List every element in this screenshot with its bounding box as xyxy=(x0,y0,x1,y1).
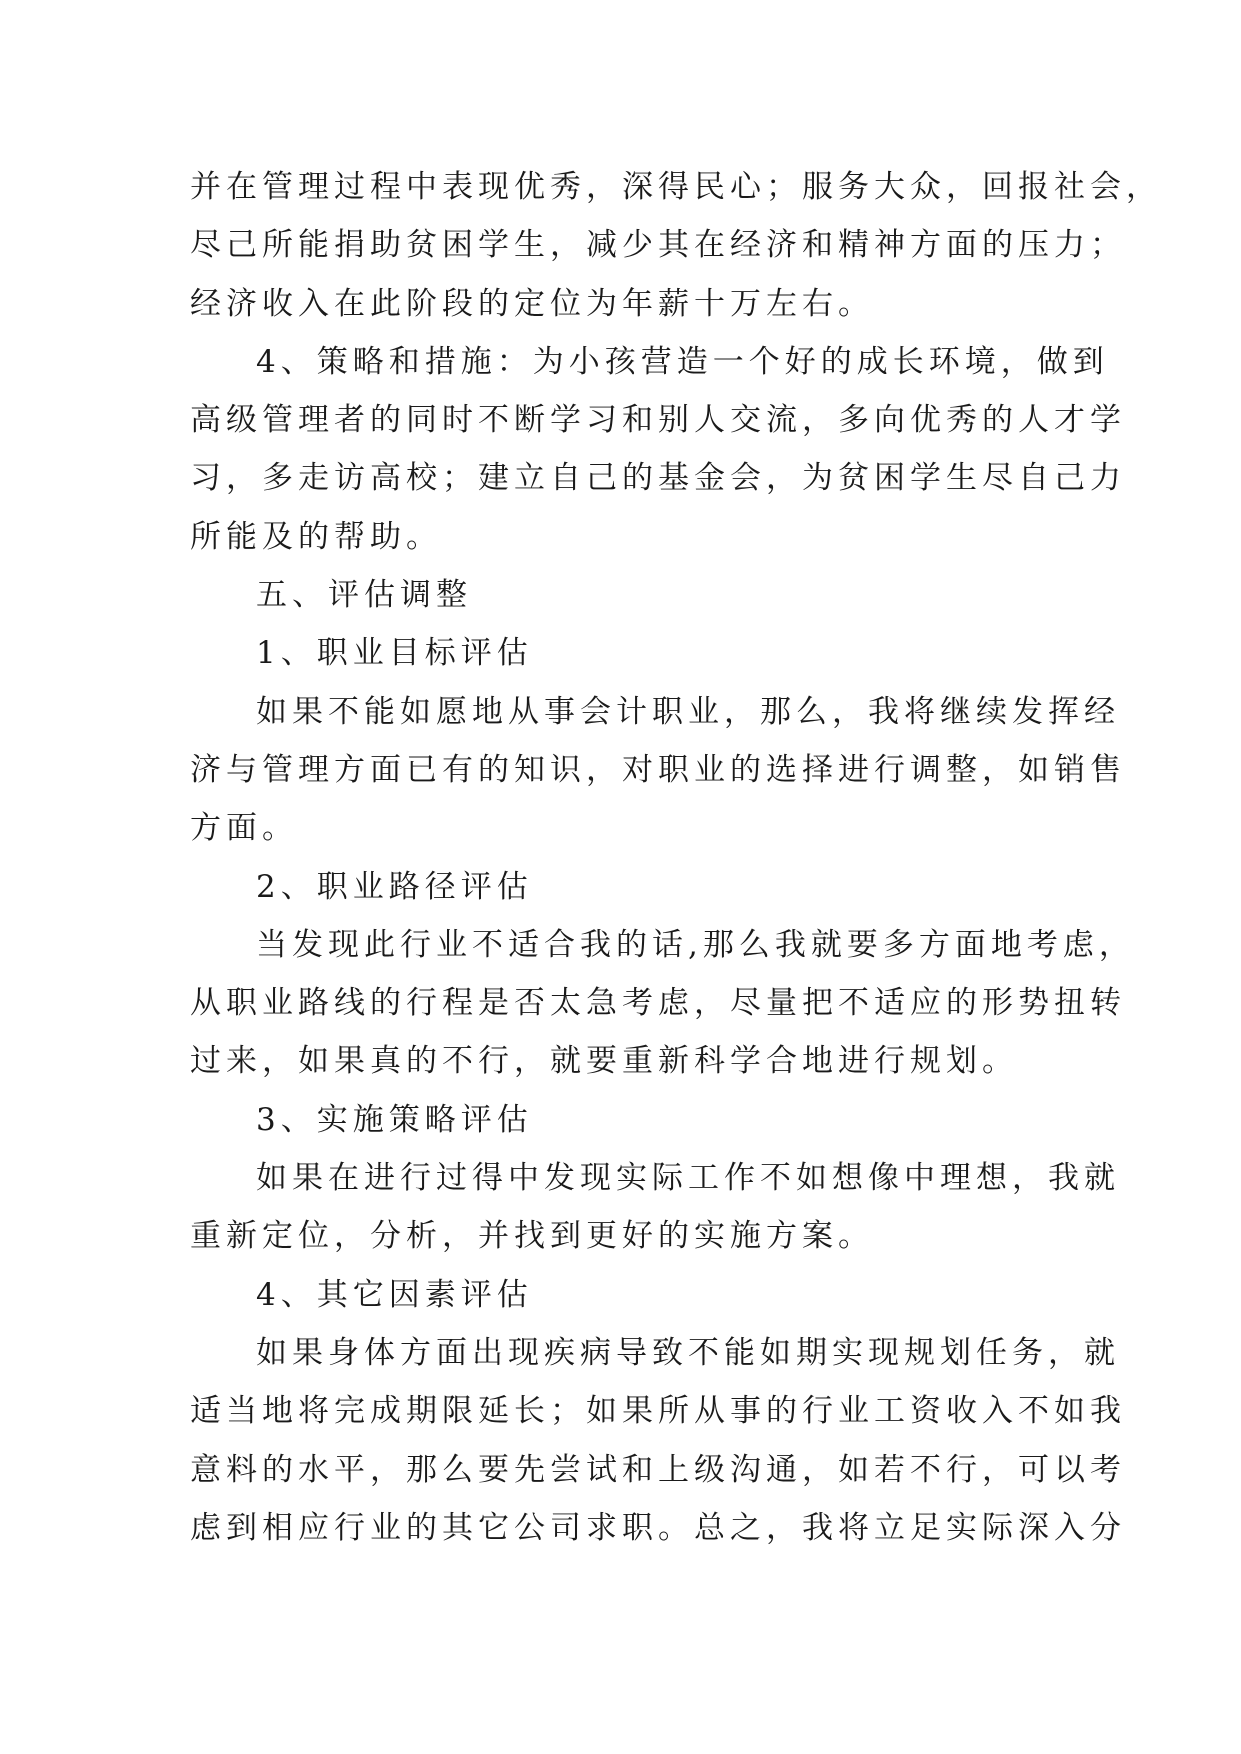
paragraph-start-line: 4、策略和措施：为小孩营造一个好的成长环境，做到 xyxy=(256,343,1109,380)
text-line: 过来，如果真的不行，就要重新科学合地进行规划。 xyxy=(190,1043,1018,1080)
section-heading: 五、评估调整 xyxy=(256,577,472,614)
paragraph-start-line: 如果在进行过得中发现实际工作不如想像中理想，我就 xyxy=(256,1160,1120,1197)
text-line: 尽己所能捐助贫困学生，减少其在经济和精神方面的压力； xyxy=(190,227,1126,264)
subsection-heading: 1、职业目标评估 xyxy=(256,635,533,672)
text-line: 重新定位，分析，并找到更好的实施方案。 xyxy=(190,1218,874,1255)
text-line: 虑到相应行业的其它公司求职。总之，我将立足实际深入分 xyxy=(190,1509,1126,1546)
text-line: 习，多走访高校；建立自己的基金会，为贫困学生尽自己力 xyxy=(190,460,1126,497)
subsection-heading: 3、实施策略评估 xyxy=(256,1101,533,1138)
text-line: 济与管理方面已有的知识，对职业的选择进行调整，如销售 xyxy=(190,751,1126,788)
text-line: 意料的水平，那么要先尝试和上级沟通，如若不行，可以考 xyxy=(190,1451,1126,1488)
text-line: 适当地将完成期限延长；如果所从事的行业工资收入不如我 xyxy=(190,1393,1126,1430)
subsection-heading: 4、其它因素评估 xyxy=(256,1276,533,1313)
document-body xyxy=(190,158,1162,1557)
text-line: 经济收入在此阶段的定位为年薪十万左右。 xyxy=(190,285,874,322)
subsection-heading: 2、职业路径评估 xyxy=(256,868,533,905)
text-line: 从职业路线的行程是否太急考虑，尽量把不适应的形势扭转 xyxy=(190,985,1126,1022)
paragraph-start-line: 当发现此行业不适合我的话,那么我就要多方面地考虑， xyxy=(256,926,1135,963)
text-line: 所能及的帮助。 xyxy=(190,518,442,555)
text-line: 并在管理过程中表现优秀，深得民心；服务大众，回报社会， xyxy=(190,169,1162,205)
paragraph-start-line: 如果身体方面出现疾病导致不能如期实现规划任务，就 xyxy=(256,1334,1120,1371)
paragraph-start-line: 如果不能如愿地从事会计职业，那么，我将继续发挥经 xyxy=(256,693,1120,730)
text-line: 方面。 xyxy=(190,810,298,847)
text-line: 高级管理者的同时不断学习和别人交流，多向优秀的人才学 xyxy=(190,402,1126,439)
